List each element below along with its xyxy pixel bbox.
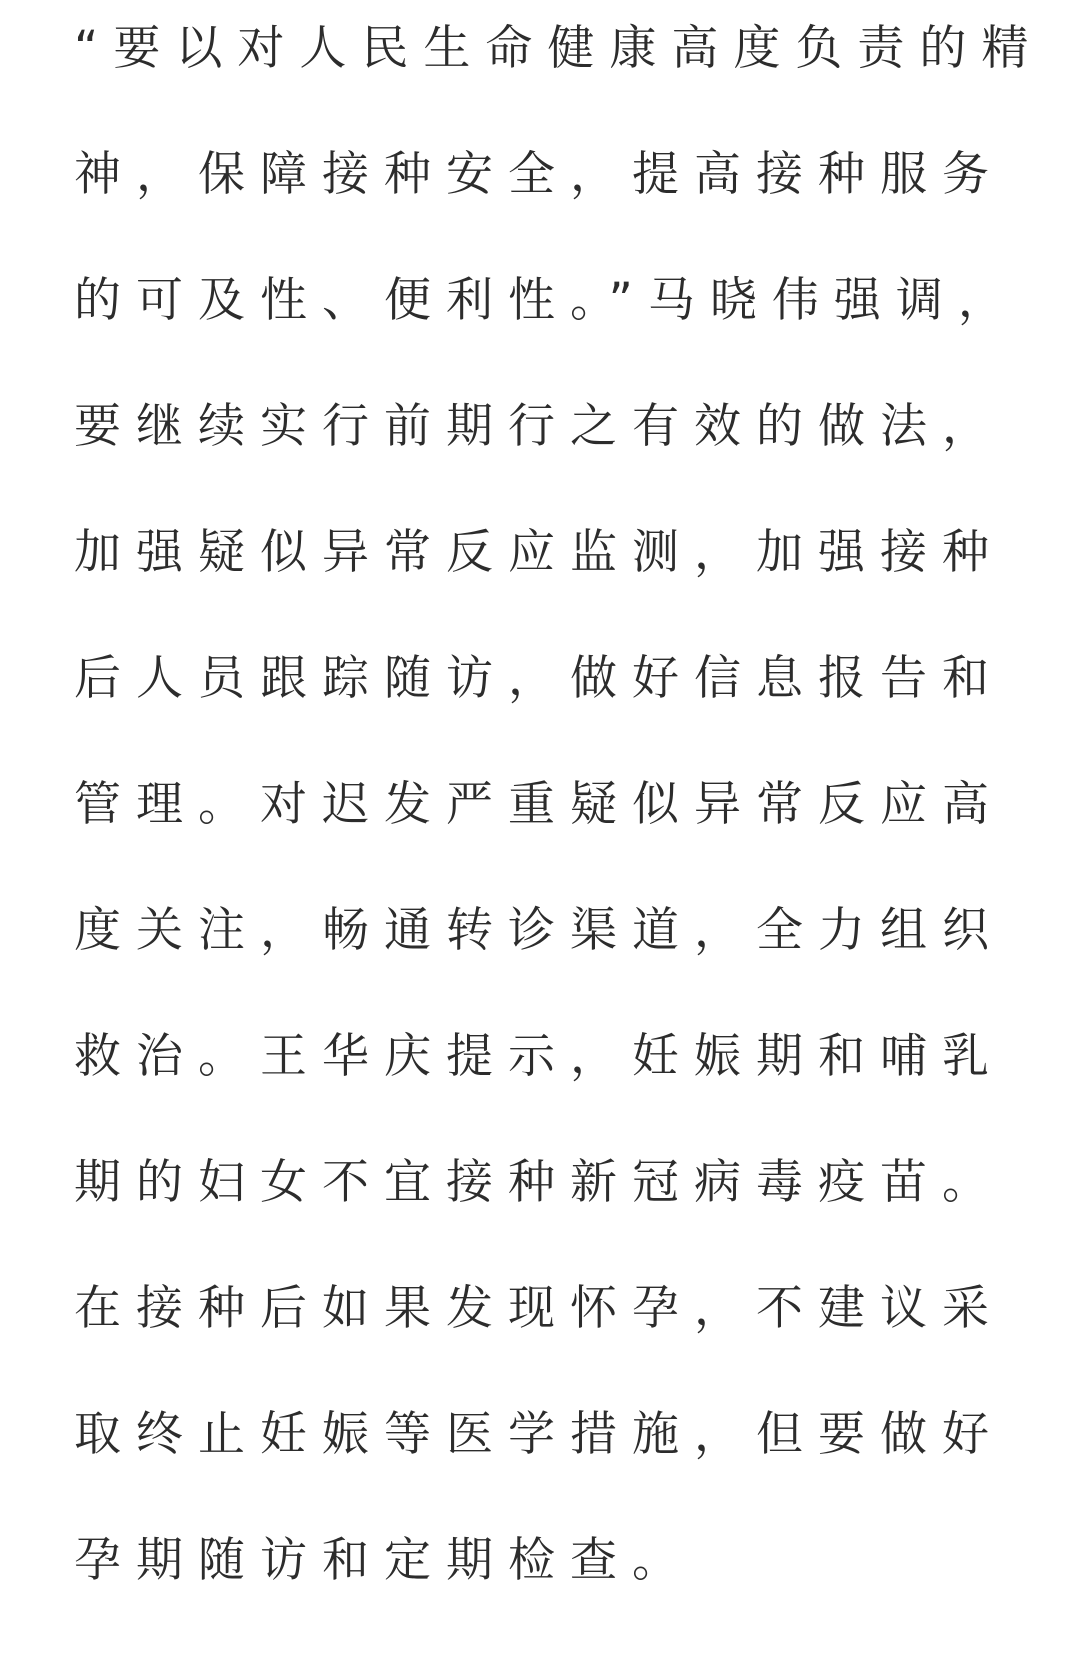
text-line-8: 度关注，畅通转诊渠道，全力组织 (74, 903, 1004, 958)
text-line-4: 要继续实行前期行之有效的做法， (74, 399, 1004, 454)
text-line-10: 期的妇女不宜接种新冠病毒疫苗。 (74, 1155, 1004, 1210)
text-line-12: 取终止妊娠等医学措施，但要做好 (74, 1407, 1004, 1462)
text-line-13: 孕期随访和定期检查。 (74, 1533, 694, 1588)
text-line-1: “要以对人民生命健康高度负责的精 (74, 21, 1044, 76)
text-line-7: 管理。对迟发严重疑似异常反应高 (74, 777, 1004, 832)
text-line-6: 后人员跟踪随访，做好信息报告和 (74, 651, 1004, 706)
text-line-3: 的可及性、便利性。”马晓伟强调， (74, 273, 1020, 328)
text-line-2: 神，保障接种安全，提高接种服务 (74, 147, 1004, 202)
article-body (74, 14, 1080, 1652)
text-line-5: 加强疑似异常反应监测，加强接种 (74, 525, 1004, 580)
text-line-11: 在接种后如果发现怀孕，不建议采 (74, 1281, 1004, 1336)
text-line-9: 救治。王华庆提示，妊娠期和哺乳 (74, 1029, 1004, 1084)
